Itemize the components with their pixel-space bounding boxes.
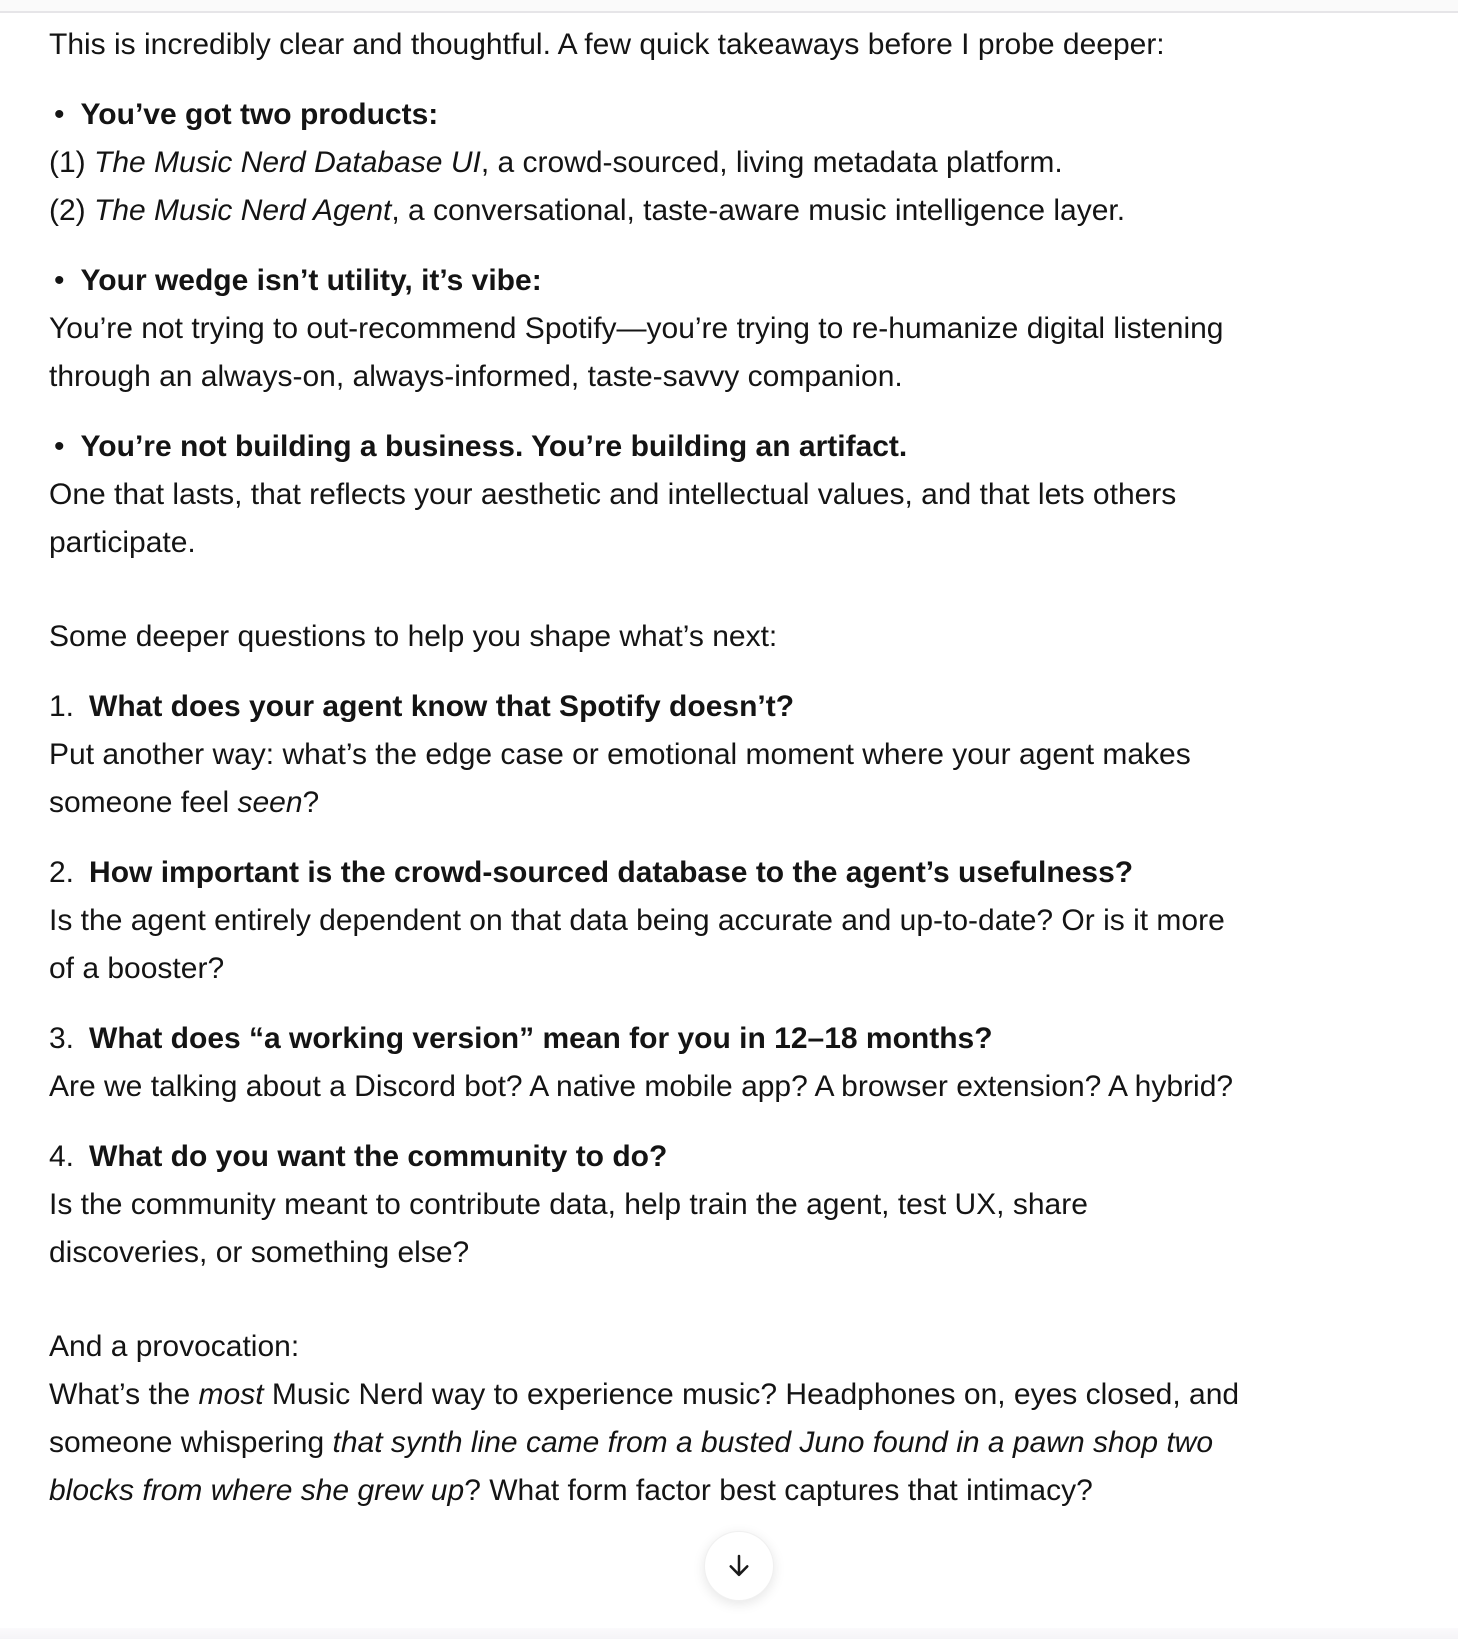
text-line [49,731,1421,779]
text-segment: that synth line came from a busted Juno found in a pawn shop two [332,1426,1214,1459]
text-segment: Put another way: what’s the edge case or emotional moment where your agent makes [49,738,1191,771]
text-line [49,139,1421,187]
text-segment: Some deeper questions to help you shape what’s next: [49,620,778,653]
text-line [49,187,1421,235]
text-segment: , a conversational, taste-aware music intelligence layer. [391,194,1126,227]
numbered-block [49,683,1421,827]
text-line [49,257,1421,305]
assistant-message [49,13,1421,1537]
bullet-block [49,91,1421,235]
numbered-block [49,1133,1421,1277]
bullet-block [49,257,1421,401]
text-segment: Are we talking about a Discord bot? A native mobile app? A browser extension? A hybrid? [49,1070,1234,1103]
numbered-marker: 2. [49,856,75,889]
message-body [49,21,1421,1515]
text-line [49,1015,1421,1063]
text-segment: Your wedge isn’t utility, it’s vibe: [80,264,542,297]
scroll-to-bottom-button[interactable] [704,1531,774,1601]
text-segment: through an always-on, always-informed, taste-savvy companion. [49,360,903,393]
text-segment: You’re not trying to out-recommend Spotify—you’re trying to re-humanize digital listening [49,312,1224,345]
text-segment: The Music Nerd Database UI [94,146,481,179]
text-line [49,519,1421,567]
text-line [49,1063,1421,1111]
composer-top-strip [0,1628,1458,1639]
text-segment: How important is the crowd-sourced database to the agent’s usefulness? [89,856,1134,889]
text-segment: And a provocation: [49,1330,300,1363]
text-line [49,613,1421,661]
text-segment: seen [237,786,303,819]
text-line [49,683,1421,731]
text-line [49,1371,1421,1419]
text-line [49,1467,1421,1515]
header-bottom-edge [0,0,1458,13]
text-segment: ? [302,786,320,819]
text-segment: This is incredibly clear and thoughtful. A few quick takeaways before I probe deeper: [49,28,1165,61]
text-segment: someone feel [49,786,238,819]
text-line [49,945,1421,993]
text-line [49,1419,1421,1467]
text-line [49,21,1421,69]
text-segment: blocks from where she grew up [49,1474,465,1507]
numbered-block [49,1015,1421,1111]
text-line [49,423,1421,471]
text-segment: , a crowd-sourced, living metadata platform. [480,146,1063,179]
down-arrow-icon [723,1550,755,1582]
numbered-marker: 3. [49,1022,75,1055]
text-segment: most [198,1378,264,1411]
text-segment: What does “a working version” mean for you in 12–18 months? [89,1022,993,1055]
text-line [49,779,1421,827]
text-segment: What’s the [49,1378,199,1411]
text-segment: participate. [49,526,196,559]
text-segment: (1) [49,146,94,179]
text-segment: You’re not building a business. You’re building an artifact. [80,430,908,463]
text-line [49,1229,1421,1277]
text-line [49,305,1421,353]
text-segment: of a booster? [49,952,225,985]
paragraph-block [49,21,1421,69]
text-line [49,471,1421,519]
text-line [49,1323,1421,1371]
text-segment: What do you want the community to do? [89,1140,668,1173]
numbered-marker: 1. [49,690,75,723]
text-segment: You’ve got two products: [80,98,439,131]
text-segment: What does your agent know that Spotify doesn’t? [89,690,795,723]
text-segment: One that lasts, that reflects your aesthetic and intellectual values, and that lets others [49,478,1177,511]
text-segment: someone whispering [49,1426,333,1459]
text-segment: Is the agent entirely dependent on that data being accurate and up-to-date? Or is it more [49,904,1225,937]
text-line [49,353,1421,401]
bullet-block [49,423,1421,567]
text-line [49,1133,1421,1181]
text-line [49,849,1421,897]
bullet-marker: • [54,430,65,463]
text-segment: discoveries, or something else? [49,1236,470,1269]
bullet-marker: • [54,98,65,131]
text-segment: The Music Nerd Agent [94,194,392,227]
text-segment: Music Nerd way to experience music? Headphones on, eyes closed, and [263,1378,1240,1411]
text-line [49,1181,1421,1229]
text-line [49,897,1421,945]
text-line [49,91,1421,139]
numbered-block [49,849,1421,993]
bullet-marker: • [54,264,65,297]
text-segment: Is the community meant to contribute data, help train the agent, test UX, share [49,1188,1088,1221]
text-segment: ? What form factor best captures that intimacy? [464,1474,1093,1507]
paragraph-block [49,613,1421,661]
paragraph-block [49,1323,1421,1515]
text-segment: (2) [49,194,94,227]
numbered-marker: 4. [49,1140,75,1173]
